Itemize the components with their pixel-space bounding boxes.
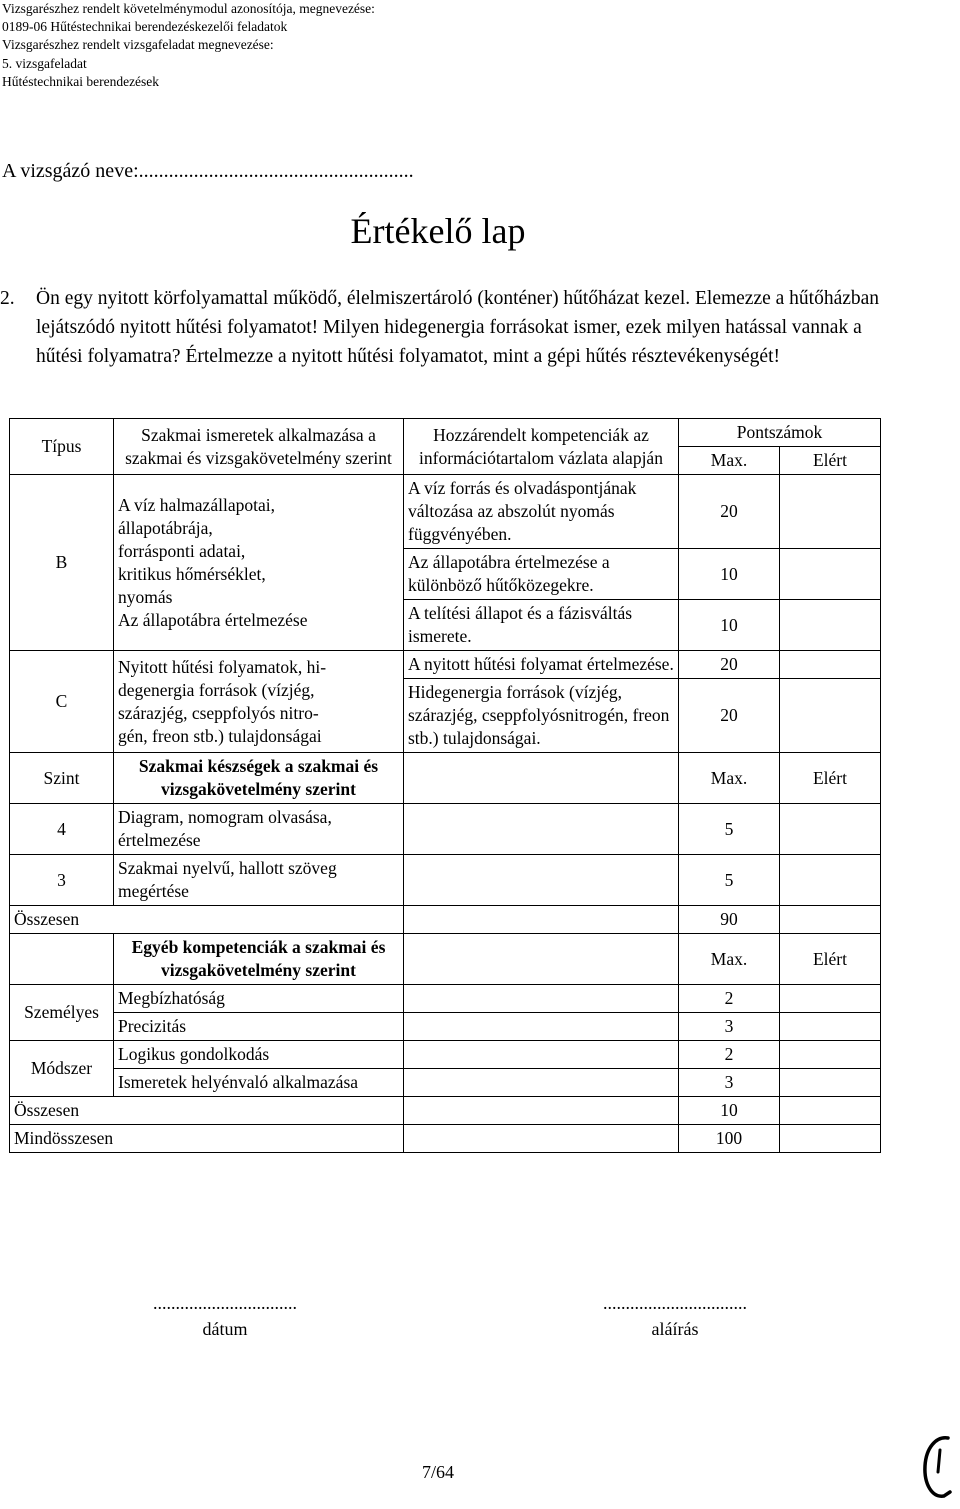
grand-total-achieved[interactable]	[780, 1125, 881, 1153]
max-points-cell: 2	[679, 985, 780, 1013]
empty-cell	[404, 1069, 679, 1097]
achieved-header: Elért	[780, 934, 881, 985]
task-number: 2.	[0, 288, 15, 309]
method-label: Módszer	[10, 1041, 114, 1097]
achieved-points-cell[interactable]	[780, 475, 881, 549]
knowledge-header: Szakmai ismeretek alkalmazása a szakmai és vizsgakövetelmény szerint	[114, 419, 404, 475]
max-points-cell: 10	[679, 549, 780, 600]
max-points-cell: 20	[679, 475, 780, 549]
achieved-points-cell[interactable]	[780, 1069, 881, 1097]
competency-cell: Megbízhatóság	[114, 985, 404, 1013]
knowledge-cell	[114, 651, 404, 753]
header-line: 0189-06 Hűtéstechnikai berendezéskezelői feladatok	[2, 19, 288, 35]
competence-header: Hozzárendelt kompetenciák az információtartalom vázlata alapján	[404, 419, 679, 475]
page-title: Értékelő lap	[350, 211, 526, 251]
max-points-cell: 2	[679, 1041, 780, 1069]
skill-cell: Szakmai nyelvű, hallott szöveg megértése	[114, 855, 404, 906]
header-line: Hűtéstechnikai berendezések	[2, 73, 160, 89]
knowledge-line: forrásponti adatai,	[118, 540, 246, 561]
achieved-points-cell[interactable]	[780, 1013, 881, 1041]
examinee-name-field: A vizsgázó neve:.......................................................	[2, 160, 414, 182]
max-header: Max.	[679, 753, 780, 804]
achieved-header: Elért	[780, 447, 881, 475]
empty-cell	[404, 1097, 679, 1125]
competency-cell: Ismeretek helyénvaló alkalmazása	[114, 1069, 404, 1097]
date-block	[90, 1290, 360, 1342]
knowledge-line: degenergia források (vízjég,	[118, 679, 315, 700]
table-row	[10, 985, 881, 1013]
level-cell: 3	[10, 855, 114, 906]
achieved-points-cell[interactable]	[780, 651, 881, 679]
total-achieved[interactable]	[780, 1097, 881, 1125]
empty-cell	[404, 906, 679, 934]
max-header: Max.	[679, 447, 780, 475]
evaluation-table	[9, 418, 881, 1153]
max-points-cell: 3	[679, 1013, 780, 1041]
table-row	[10, 1041, 881, 1069]
empty-cell	[404, 753, 679, 804]
personal-label: Személyes	[10, 985, 114, 1041]
total-achieved[interactable]	[780, 906, 881, 934]
page-number: 7/64	[421, 1462, 454, 1482]
total-max: 10	[679, 1097, 780, 1125]
type-header: Típus	[10, 419, 114, 475]
achieved-points-cell[interactable]	[780, 600, 881, 651]
knowledge-line: nyomás	[118, 586, 173, 607]
max-points-cell: 5	[679, 855, 780, 906]
achieved-points-cell[interactable]	[780, 1041, 881, 1069]
achieved-points-cell[interactable]	[780, 804, 881, 855]
knowledge-line: kritikus hőmérséklet,	[118, 563, 266, 584]
max-points-cell: 10	[679, 600, 780, 651]
total-label: Összesen	[10, 1097, 404, 1125]
table-header-row	[10, 419, 881, 447]
task-description	[0, 284, 880, 371]
grand-total-max: 100	[679, 1125, 780, 1153]
achieved-points-cell[interactable]	[780, 679, 881, 753]
empty-cell	[404, 1041, 679, 1069]
competence-cell: A nyitott hűtési folyamat értelmezése.	[404, 651, 679, 679]
empty-cell	[404, 985, 679, 1013]
points-header: Pontszámok	[679, 419, 881, 447]
task-text: Ön egy nyitott körfolyamattal működő, élelmiszertároló (konténer) hűtőházat kezel. Elemezze a hűtőházban lejátszódó nyitott hűtési folyamatot! Milyen hidegenergia forrásokat ismer, ezek milyen hatással vannak a hűtési folyamatra? Értelmezze a nyitott hűtési folyamatot, mint a gépi hűtés résztevékenységét!	[36, 288, 880, 367]
table-row	[10, 1069, 881, 1097]
competence-cell: Az állapotábra értelmezése a különböző hűtőközegekre.	[404, 549, 679, 600]
competence-cell: Hidegenergia források (vízjég, szárazjég, cseppfolyósnitrogén, freon stb.) tulajdonságai.	[404, 679, 679, 753]
header-line: 5. vizsgafeladat	[2, 55, 87, 71]
signature-label: aláírás	[651, 1319, 699, 1339]
competence-cell: A telítési állapot és a fázisváltás ismerete.	[404, 600, 679, 651]
max-points-cell: 20	[679, 651, 780, 679]
other-competencies-header: Egyéb kompetenciák a szakmai és vizsgakövetelmény szerint	[114, 934, 404, 985]
table-row	[10, 855, 881, 906]
grand-total-row	[10, 1125, 881, 1153]
knowledge-line: állapotábrája,	[118, 517, 213, 538]
level-cell: 4	[10, 804, 114, 855]
total-row	[10, 906, 881, 934]
total-label: Összesen	[10, 906, 404, 934]
empty-cell	[404, 934, 679, 985]
achieved-header: Elért	[780, 753, 881, 804]
competence-cell: A víz forrás és olvadáspontjának változása az abszolút nyomás függvényében.	[404, 475, 679, 549]
achieved-points-cell[interactable]	[780, 855, 881, 906]
knowledge-cell	[114, 475, 404, 651]
header-line: Vizsgarészhez rendelt vizsgafeladat megnevezése:	[2, 37, 274, 53]
knowledge-line: Nyitott hűtési folyamatok, hi-	[118, 656, 327, 677]
empty-cell	[10, 934, 114, 985]
other-header-row	[10, 934, 881, 985]
max-points-cell: 3	[679, 1069, 780, 1097]
empty-cell	[404, 855, 679, 906]
achieved-points-cell[interactable]	[780, 549, 881, 600]
type-cell: B	[10, 475, 114, 651]
max-points-cell: 20	[679, 679, 780, 753]
total-max: 90	[679, 906, 780, 934]
empty-cell	[404, 1013, 679, 1041]
document-header	[2, 0, 375, 91]
table-row	[10, 804, 881, 855]
max-header: Max.	[679, 934, 780, 985]
competency-cell: Precizitás	[114, 1013, 404, 1041]
skills-header: Szakmai készségek a szakmai és vizsgakövetelmény szerint	[114, 753, 404, 804]
knowledge-line: A víz halmazállapotai,	[118, 494, 275, 515]
competency-cell: Logikus gondolkodás	[114, 1041, 404, 1069]
table-row	[10, 651, 881, 679]
date-label: dátum	[202, 1319, 248, 1339]
table-row	[10, 475, 881, 549]
achieved-points-cell[interactable]	[780, 985, 881, 1013]
knowledge-line: szárazjég, cseppfolyós nitro-	[118, 702, 319, 723]
handwritten-mark-icon	[918, 1432, 954, 1504]
knowledge-line: gén, freon stb.) tulajdonságai	[118, 725, 322, 746]
table-row	[10, 1013, 881, 1041]
type-cell: C	[10, 651, 114, 753]
knowledge-line: Az állapotábra értelmezése	[118, 609, 308, 630]
grand-total-label: Mindösszesen	[10, 1125, 404, 1153]
total-row	[10, 1097, 881, 1125]
signature-block	[540, 1290, 810, 1342]
skill-cell: Diagram, nomogram olvasása, értelmezése	[114, 804, 404, 855]
date-line[interactable]: ................................	[153, 1293, 297, 1313]
level-header: Szint	[10, 753, 114, 804]
empty-cell	[404, 804, 679, 855]
skills-header-row	[10, 753, 881, 804]
signature-line[interactable]: ................................	[603, 1293, 747, 1313]
max-points-cell: 5	[679, 804, 780, 855]
header-line: Vizsgarészhez rendelt követelménymodul azonosítója, megnevezése:	[2, 1, 375, 16]
empty-cell	[404, 1125, 679, 1153]
